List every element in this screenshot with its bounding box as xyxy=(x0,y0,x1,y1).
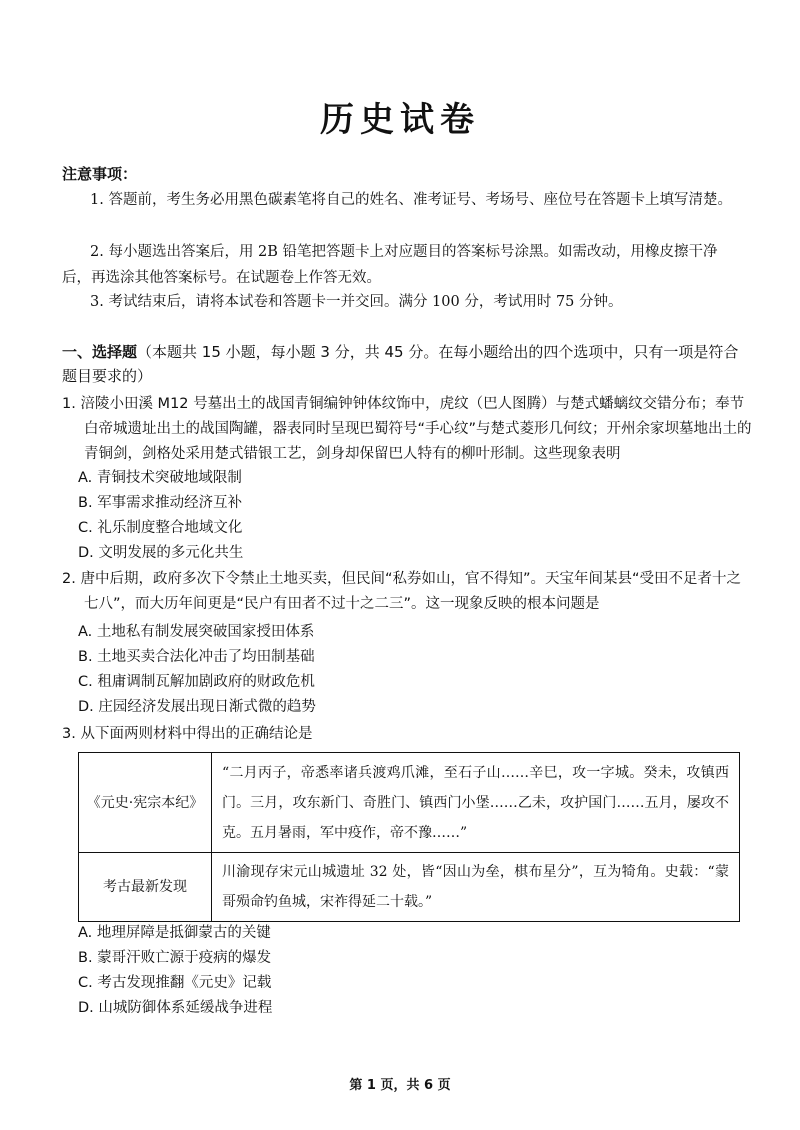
question-3-option-a: A. 地理屏障是抵御蒙古的关键 xyxy=(78,925,271,941)
question-2-option-a: A. 土地私有制发展突破国家授田体系 xyxy=(78,624,315,640)
exam-title: 历史试卷 xyxy=(320,100,480,140)
notice-heading: 注意事项： xyxy=(62,165,138,183)
question-3-option-c: C. 考古发现推翻《元史》记载 xyxy=(78,975,272,991)
section-description: （本题共 15 小题，每小题 3 分，共 45 分。在每小题给出的四个选项中，只有一项是符合题目要求的） xyxy=(62,343,739,385)
question-1-option-a: A. 青铜技术突破地域限制 xyxy=(78,470,242,486)
source-content-yuanshi: “二月丙子，帝悉率诸兵渡鸡爪滩，至石子山……辛巳，攻一字城。癸未，攻镇西门。三月，攻东新门、奇胜门、镇西门小堡……乙未，攻护国门……五月，屡攻不克。五月暑雨，军中疫作，帝不豫……” xyxy=(212,753,740,853)
table-row xyxy=(79,753,740,853)
question-1-option-c: C. 礼乐制度整合地域文化 xyxy=(78,520,243,536)
question-2-option-d: D. 庄园经济发展出现日渐式微的趋势 xyxy=(78,699,316,715)
notice-item-3: 3. 考试结束后，请将本试卷和答题卡一并交回。满分 100 分，考试用时 75 分钟。 xyxy=(90,294,623,310)
page-footer: 第 1 页，共 6 页 xyxy=(349,1078,451,1093)
source-material-table xyxy=(78,752,740,922)
section-heading xyxy=(62,340,752,388)
question-2 xyxy=(62,567,752,617)
question-2-stem: 2. 唐中后期，政府多次下令禁止土地买卖，但民间“私券如山，官不得知”。天宝年间某县“受田不足者十之七八”，而大历年间更是“民户有田者不过十之二三”。这一现象反映的根本问题是 xyxy=(62,571,741,612)
question-1-option-d: D. 文明发展的多元化共生 xyxy=(78,545,244,561)
table-row xyxy=(79,853,740,922)
question-1-stem: 1. 涪陵小田溪 M12 号墓出土的战国青铜编钟钟体纹饰中，虎纹（巴人图腾）与楚式蟠螭纹交错分布；奉节白帝城遗址出土的战国陶罐，器表同时呈现巴蜀符号“手心纹”与楚式菱形几何纹；开州余家坝墓地出土的青铜剑，剑格处采用楚式错银工艺，剑身却保留巴人特有的柳叶形制。这些现象表明 xyxy=(62,396,752,462)
question-1-option-b: B. 军事需求推动经济互补 xyxy=(78,495,243,511)
question-3-option-d: D. 山城防御体系延缓战争进程 xyxy=(78,1000,273,1016)
question-2-option-b: B. 土地买卖合法化冲击了均田制基础 xyxy=(78,649,315,665)
section-title: 一、选择题 xyxy=(62,343,138,361)
question-2-option-c: C. 租庸调制瓦解加剧政府的财政危机 xyxy=(78,674,315,690)
question-3-option-b: B. 蒙哥汗败亡源于疫病的爆发 xyxy=(78,950,272,966)
source-label-archaeology: 考古最新发现 xyxy=(79,853,212,922)
question-3-stem: 3. 从下面两则材料中得出的正确结论是 xyxy=(62,726,313,742)
source-label-yuanshi: 《元史·宪宗本纪》 xyxy=(79,753,212,853)
notice-item-2: 2. 每小题选出答案后，用 2B 铅笔把答题卡上对应题目的答案标号涂黑。如需改动，用橡皮擦干净后，再选涂其他答案标号。在试题卷上作答无效。 xyxy=(62,244,718,286)
question-1 xyxy=(62,392,752,467)
question-3 xyxy=(62,722,752,747)
source-content-archaeology: 川渝现存宋元山城遗址 32 处，皆“因山为垒，棋布星分”，互为犄角。史载：“蒙哥殒命钓鱼城，宋祚得延二十载。” xyxy=(212,853,740,922)
notice-item-1: 1. 答题前，考生务必用黑色碳素笔将自己的姓名、准考证号、考场号、座位号在答题卡上填写清楚。 xyxy=(90,192,732,208)
